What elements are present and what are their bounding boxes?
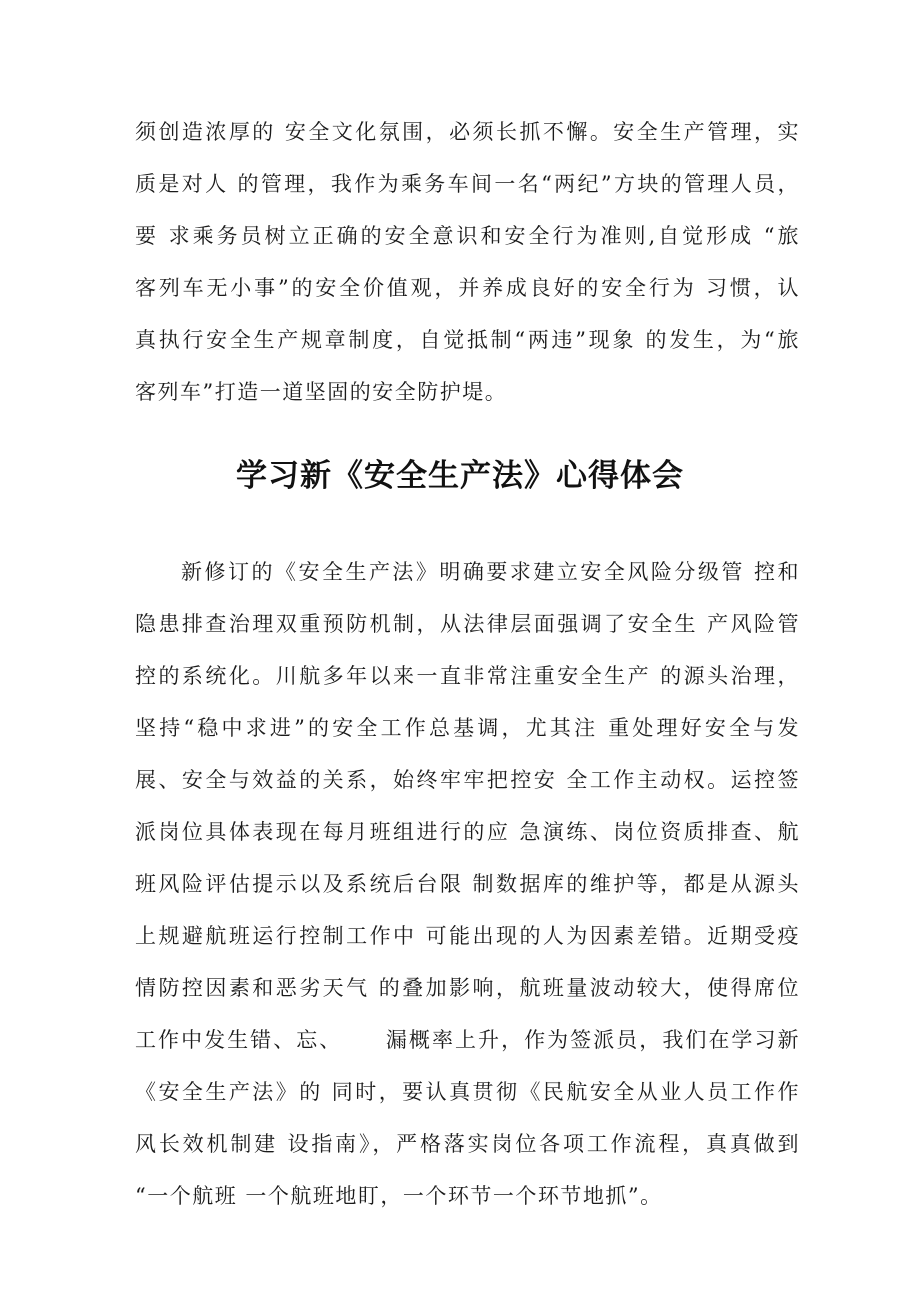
paragraph-line: 《安全生产法》的 同时，要认真贯彻《民航安全从业人员工作作 xyxy=(135,1080,800,1104)
paragraph-line: 情防控因素和恶劣天气 的叠加影响，航班量波动较大，使得席位 xyxy=(135,976,800,1000)
paragraph-line: 坚持“稳中求进”的安全工作总基调，尤其注 重处理好安全与发 xyxy=(135,716,800,740)
document-title: 学习新《安全生产法》心得体会 xyxy=(236,458,684,494)
paragraph-line: 控的系统化。川航多年以来一直非常注重安全生产 的源头治理， xyxy=(135,664,800,688)
paragraph-line: 风长效机制建 设指南》，严格落实岗位各项工作流程，真真做到 xyxy=(135,1132,800,1156)
paragraph-line: 客列车无小事”的安全价值观，并养成良好的安全行为 习惯，认 xyxy=(135,276,800,300)
paragraph-line: 客列车”打造一道坚固的安全防护堤。 xyxy=(135,380,508,404)
paragraph-line: 要 求乘务员树立正确的安全意识和安全行为准则,自觉形成 “旅 xyxy=(135,224,800,248)
paragraph-line: 班风险评估提示以及系统后台限 制数据库的维护等，都是从源头 xyxy=(135,872,800,896)
paragraph-line: 工作中发生错、忘、 漏概率上升，作为签派员，我们在学习新 xyxy=(135,1028,800,1052)
paragraph-line: 真执行安全生产规章制度，自觉抵制“两违”现象 的发生，为“旅 xyxy=(135,328,800,352)
paragraph-line: 质是对人 的管理，我作为乘务车间一名“两纪”方块的管理人员， xyxy=(135,172,800,196)
paragraph-1 xyxy=(135,106,800,418)
paragraph-line: 派岗位具体表现在每月班组进行的应 急演练、岗位资质排查、航 xyxy=(135,820,800,844)
paragraph-line: 隐患排查治理双重预防机制，从法律层面强调了安全生 产风险管 xyxy=(135,612,800,636)
paragraph-line: 须创造浓厚的 安全文化氛围，必须长抓不懈。安全生产管理，实 xyxy=(135,120,800,144)
paragraph-2 xyxy=(135,546,800,1222)
paragraph-line: 展、安全与效益的关系，始终牢牢把控安 全工作主动权。运控签 xyxy=(135,768,800,792)
paragraph-line: 上规避航班运行控制工作中 可能出现的人为因素差错。近期受疫 xyxy=(135,924,800,948)
paragraph-line: 新修订的《安全生产法》明确要求建立安全风险分级管 控和 xyxy=(181,560,800,584)
paragraph-line: “一个航班 一个航班地盯，一个环节一个环节地抓”。 xyxy=(135,1184,663,1208)
